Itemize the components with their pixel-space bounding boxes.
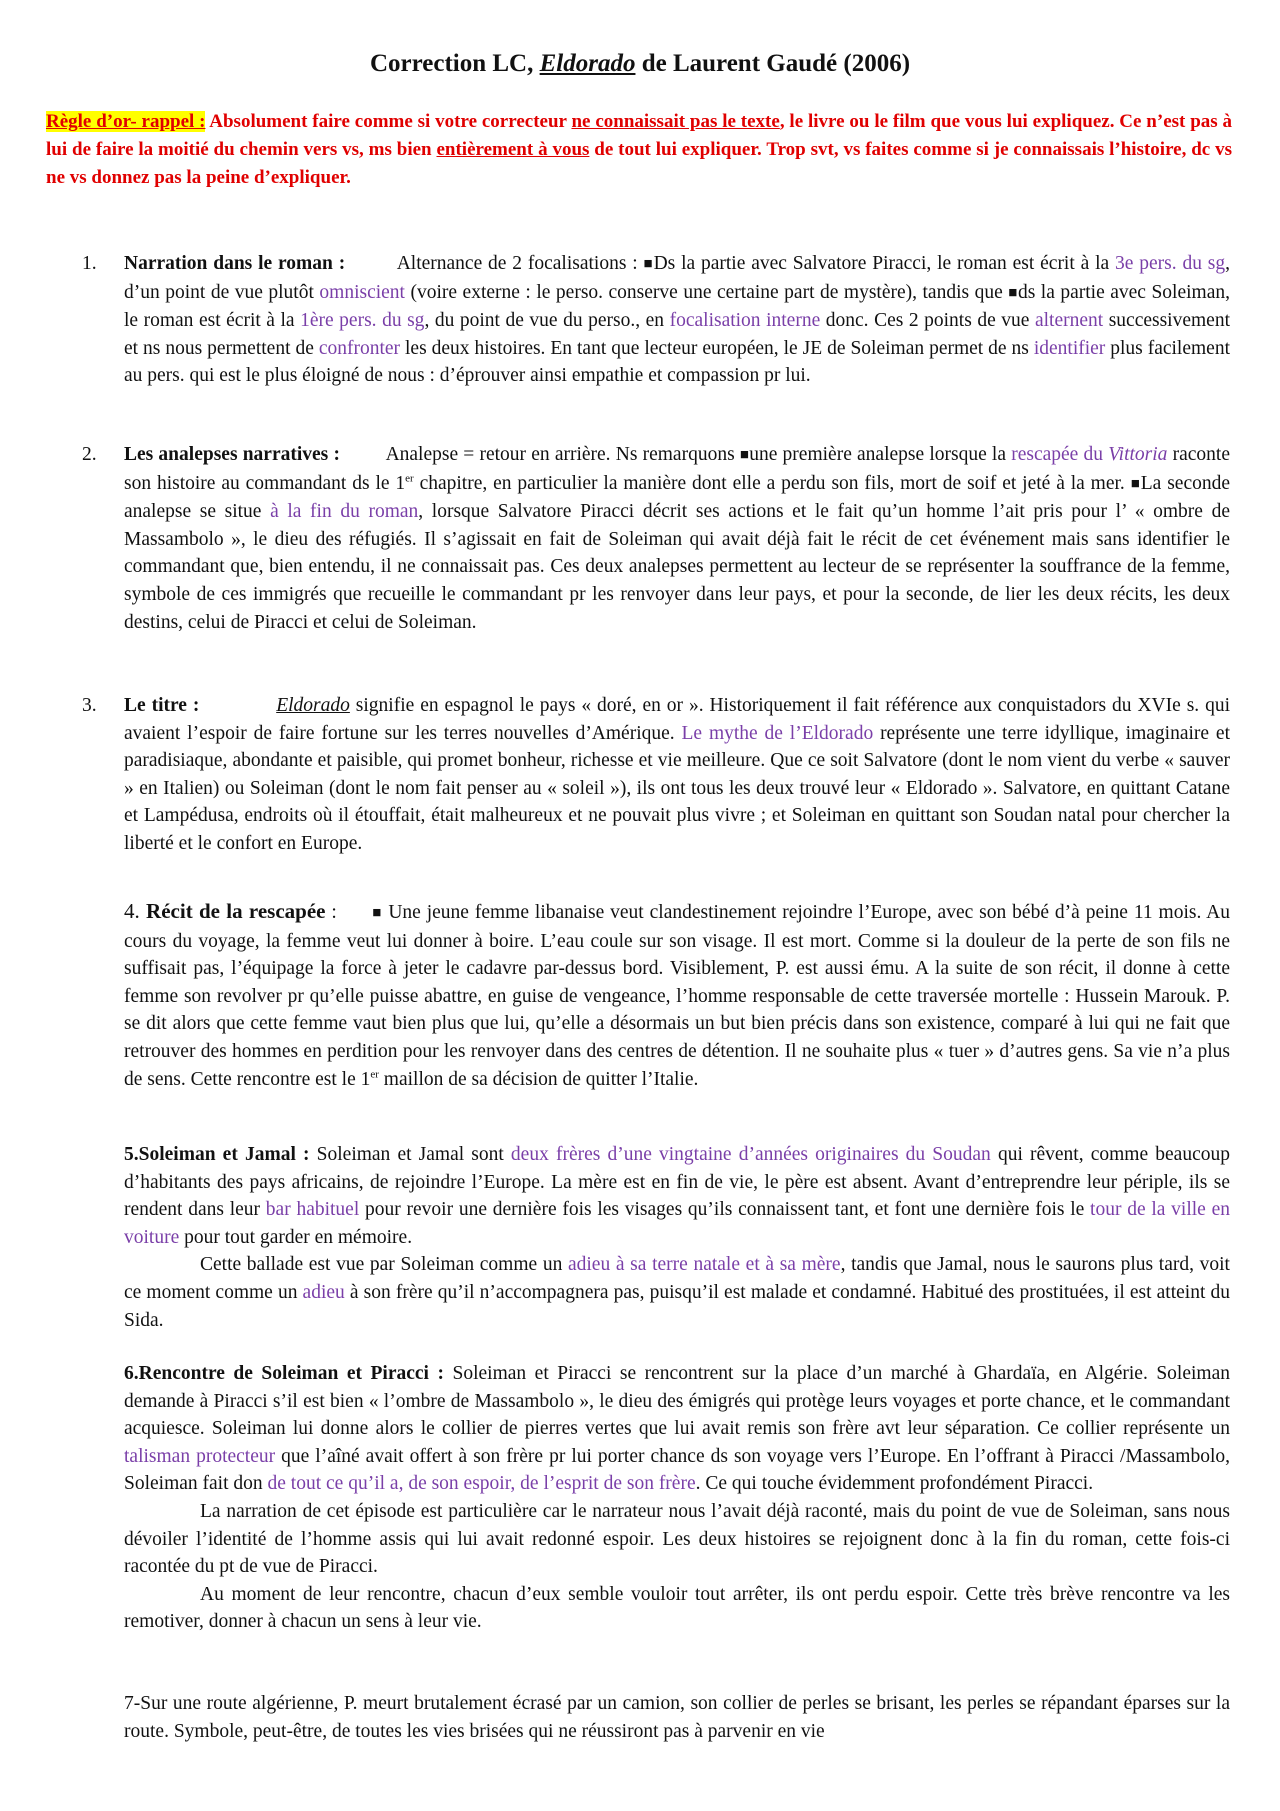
title-book: Eldorado (539, 50, 636, 77)
text: Soleiman et Piracci se rencontrent sur la place d’un marché à Ghardaïa, en Algérie. Soleiman demande à Piracci s’il est bien « l’ombre de Massambolo », le dieu des émigrés qui protège leurs voyages et porte chance, et le commandant acquiesce. Soleiman lui donne alors le collier de pierres vertes que lui avait remis son frère avt leur séparation. Ce collier représente un (124, 1363, 1230, 1440)
paragraph: Au moment de leur rencontre, chacun d’eux semble vouloir tout arrêter, ils ont perdu espoir. Cette très brève rencontre va les remotiver, donner à chacun un sens à leur vie. (124, 1583, 1230, 1633)
text: Cette ballade est vue par Soleiman comme un (200, 1254, 568, 1276)
text: ds la partie avec Soleiman, le roman est écrit à la (124, 281, 1230, 332)
book-title: Eldorado (276, 695, 350, 716)
square-bullet-icon: ■ (643, 256, 654, 272)
highlight: focalisation interne (669, 310, 821, 332)
text: , d’un point de vue plutôt (124, 253, 1231, 303)
text: une première analepse lorsque la (749, 444, 1012, 465)
highlight: adieu à sa terre natale et à sa mère (567, 1254, 841, 1276)
highlight: 1ère pers. du sg (300, 310, 425, 332)
square-bullet-icon: ■ (1130, 475, 1141, 492)
section-heading: Récit de la rescapée (146, 899, 326, 923)
section-ending (124, 1690, 1230, 1745)
text: : (325, 902, 337, 923)
rule-text: de tout lui expliquer. Trop svt, vs faites comme si je connaissais l’histoire, dc vs ne vs donnez pas la peine d’expliquer. (46, 139, 1232, 188)
text: (voire externe : le perso. conserve une certaine part de mystère), tandis que (404, 281, 1009, 303)
square-bullet-icon: ■ (1008, 284, 1018, 301)
highlight: omniscient (319, 281, 405, 303)
highlight: alternent (1034, 310, 1104, 332)
text: que l’aîné avait offert à son frère pr lui porter chance ds son voyage vers l’Europe. En l’offrant à Piracci /Massambolo, Soleiman fait don (124, 1445, 1231, 1495)
rule-underline: entièrement à vous (436, 139, 590, 160)
highlight: adieu (302, 1281, 345, 1303)
section-rescapee (124, 898, 1230, 1093)
text: Analepse = retour en arrière. Ns remarquons (385, 444, 740, 465)
section-number: 3. (82, 695, 97, 716)
text: chapitre, en particulier la manière dont elle a perdu son fils, mort de soif et jeté à la mer. (413, 472, 1131, 494)
superscript: er (370, 1068, 379, 1081)
title-prefix: Correction LC, (369, 50, 540, 77)
section-heading: Narration dans le roman : (124, 253, 346, 274)
text: , du point de vue du perso., en (424, 310, 670, 332)
text: raconte son histoire au commandant ds le 1 (124, 444, 1230, 494)
square-bullet-icon: ■ (372, 905, 383, 921)
text: successivement et ns nous permettent de (124, 310, 1230, 359)
paragraph: 7-Sur une route algérienne, P. meurt brutalement écrasé par un camion, son collier de perles se brisant, les perles se répandant éparses sur la route. Symbole, peut-être, de toutes les vies brisées qui ne réussiront pas à parvenir en vie (124, 1693, 1230, 1742)
paragraph: La narration de cet épisode est particulière car le narrateur nous l’avait déjà raconté, mais du point de vue de Soleiman, sans nous dévoiler l’identité de l’homme assis qui lui avait redonné espoir. Les deux histoires se rejoignent donc à la fin du roman, cette fois-ci racontée du pt de vue de Piracci. (124, 1500, 1230, 1578)
text: donc. Ces 2 points de vue (820, 310, 1035, 332)
text: , lorsque Salvatore Piracci décrit ses actions et le fait qu’un homme l’ait pris pour l’ « ombre de Massambolo », le dieu des réfugiés. Il s’agissait en fait de Soleiman qui avait déjà fait le récit de cet événement mais sans identifier le commandant que, bien entendu, il ne connaissait pas. Ces deux analepses permettent au lecteur de se représenter la souffrance de la femme, symbole de ces immigrés que recueille le commandant pr les renvoyer dans leur pays, et pour la seconde, de lier les deux récits, les deux destins, celui de Piracci et celui de Soleiman. (124, 501, 1230, 633)
highlight: tour de la ville en voiture (124, 1199, 1230, 1248)
section-soleiman-jamal (124, 1141, 1230, 1334)
text: maillon de sa décision de quitter l’Italie. (378, 1068, 699, 1090)
text: plus facilement au pers. qui est le plus éloigné de nous : d’éprouver ainsi empathie et compassion pr lui. (124, 337, 1230, 387)
highlight: confronter (318, 337, 401, 359)
rule-text: , le livre ou le film que vous lui expliquez. Ce n’est pas à lui de faire la moitié du chemin vers vs, ms bien (46, 111, 1233, 160)
text: qui rêvent, comme beaucoup d’habitants des pays africains, de rejoindre l’Europe. La mère est en fin de vie, le père est absent. Avant d’entreprendre leur périple, ils se rendent dans leur (124, 1144, 1230, 1221)
section-number: 2. (82, 444, 97, 465)
document-title (0, 50, 1280, 78)
text: signifie en espagnol le pays « doré, en or ». Historiquement il fait référence aux conquistadors du XVIe s. qui avaient l’espoir de faire fortune sur les terres nouvelles d’Amérique. (124, 695, 1230, 744)
highlight: à la fin du roman (270, 501, 419, 523)
text: les deux histoires. En tant que lecteur européen, le JE de Soleiman permet de ns (400, 337, 1034, 359)
text: . Ce qui touche évidemment profondément Piracci. (695, 1473, 1094, 1495)
highlight: de tout ce qu’il a, de son espoir, de l’esprit de son frère (267, 1473, 696, 1495)
section-number: 4. (124, 899, 147, 923)
paragraph (124, 1251, 1230, 1334)
highlight: deux frères d’une vingtaine d’années originaires du Soudan (510, 1144, 991, 1165)
superscript: er (405, 472, 414, 485)
section-heading: Le titre : (124, 695, 200, 716)
text: La seconde analepse se situe (124, 472, 1231, 523)
text: Alternance de 2 focalisations : (396, 253, 644, 274)
square-bullet-icon: ■ (739, 447, 750, 463)
highlight: talisman protecteur (124, 1445, 276, 1467)
text: Une jeune femme libanaise veut clandestinement rejoindre l’Europe, avec son bébé d’à peine 11 mois. Au cours du voyage, la femme veut lui donner à boire. L’eau coule sur son visage. Il est mort. Comme si la douleur de la perte de son fils ne suffisait pas, l’équipage la force à jeter le cadavre par-dessus bord. Visiblement, P. est aussi ému. A la suite de son récit, il donne à cette femme son revolver pr qu’elle puisse abattre, en guise de vengeance, l’homme responsable de cette traversée mortelle : Hussein Marouk. P. se dit alors que cette femme vaut bien plus que lui, qu’elle a désormais un but bien précis dans son existence, comparé à lui qui ne fait que retrouver des hommes en perdition pour les renvoyer dans des centres de détention. Il ne souhaite plus « tuer » d’autres gens. Sa vie n’a plus de sens. Cette rencontre est le 1 (124, 902, 1231, 1090)
text: à son frère qu’il n’accompagnera pas, puisqu’il est malade et condamné. Habitué des prostituées, il est atteint du Sida. (124, 1281, 1230, 1331)
title-suffix: de Laurent Gaudé (2006) (635, 50, 911, 77)
section-analepses (82, 441, 1231, 636)
highlight: bar habituel (265, 1199, 360, 1221)
rule-text: Absolument faire comme si votre correcteur (205, 111, 572, 132)
text: , tandis que Jamal, nous le saurons plus tard, voit ce moment comme un (124, 1254, 1230, 1303)
highlight: identifier (1033, 337, 1106, 359)
section-number: 1. (82, 253, 97, 274)
text: Ds la partie avec Salvatore Piracci, le roman est écrit à la (653, 253, 1116, 274)
text: pour revoir une dernière fois les visages qu’ils connaissent tant, et font une dernière fois le (359, 1199, 1091, 1221)
section-rencontre (124, 1360, 1230, 1636)
section-heading: Les analepses narratives : (124, 444, 340, 465)
text: représente une terre idyllique, imaginaire et paradisiaque, abondante et paisible, qui promet bonheur, richesse et vie meilleure. Que ce soit Salvatore (dont le nom vient du verbe « sauver » en Italien) ou Soleiman (dont le nom fait penser au « soleil »), ils ont tous les deux trouvé leur « Eldorado ». Salvatore, en quittant Catane et Lampédusa, endroits où il étouffait, était malheureux et ne pouvait plus vivre ; et Soleiman en quittant son Soudan natal pour chercher la liberté et le confort en Europe. (124, 722, 1230, 854)
rule-underline: ne connaissait pas le texte (571, 111, 780, 132)
highlight: rescapée du (1011, 444, 1109, 465)
highlight: 3e pers. du sg (1115, 253, 1226, 274)
text: pour tout garder en mémoire. (179, 1226, 413, 1248)
highlight: Vittoria (1108, 444, 1168, 465)
section-narration (82, 250, 1231, 390)
section-heading: 5.Soleiman et Jamal : (124, 1144, 310, 1165)
section-heading: 6.Rencontre de Soleiman et Piracci : (124, 1363, 444, 1384)
golden-rule-paragraph (46, 108, 1232, 192)
rule-label: Règle d’or- rappel : (46, 111, 206, 132)
text: Soleiman et Jamal sont (309, 1144, 511, 1165)
highlight: Le mythe de l’Eldorado (681, 722, 874, 744)
section-title-meaning (82, 692, 1230, 858)
